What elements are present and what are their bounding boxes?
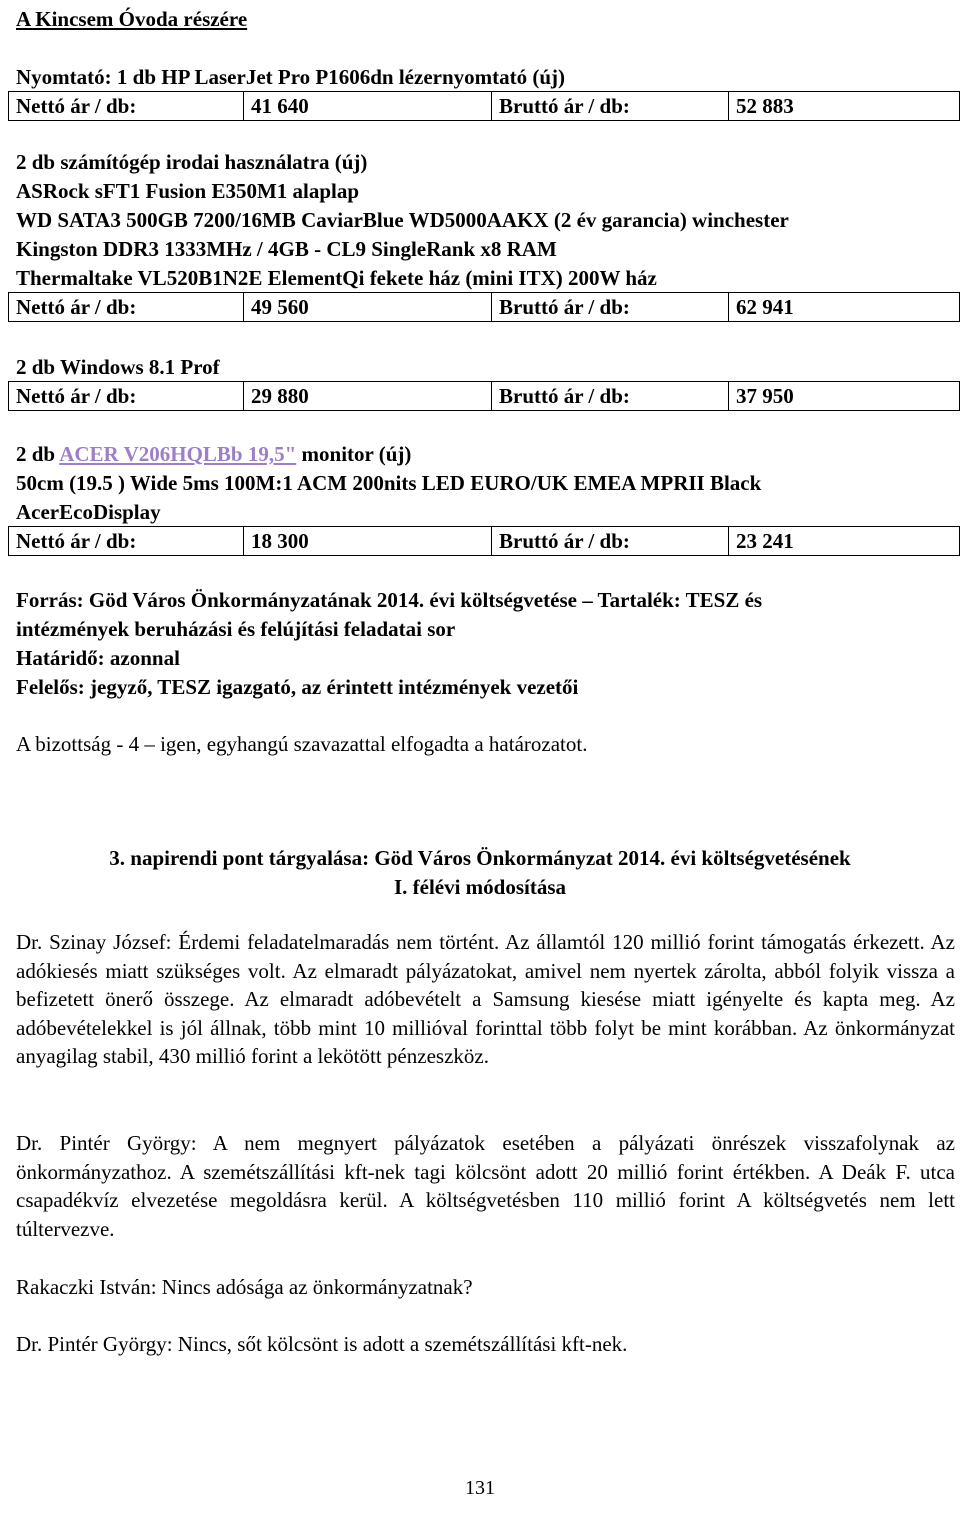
net-price-value: 18 300 xyxy=(244,527,492,556)
net-price-value: 41 640 xyxy=(244,92,492,121)
windows-price-table xyxy=(8,381,960,411)
gross-price-value: 62 941 xyxy=(729,293,960,322)
responsible: Felelős: jegyző, TESZ igazgató, az érintett intézmények vezetői xyxy=(16,675,579,699)
windows-title: 2 db Windows 8.1 Prof xyxy=(16,355,220,379)
paragraph-pinter-answer: Dr. Pintér György: Nincs, sőt kölcsönt is adott a szemétszállítási kft-nek. xyxy=(16,1332,628,1356)
net-price-label: Nettó ár / db: xyxy=(9,527,244,556)
net-price-label: Nettó ár / db: xyxy=(9,293,244,322)
source-line: intézmények beruházási és felújítási feladatai sor xyxy=(16,617,456,641)
computer-line: ASRock sFT1 Fusion E350M1 alaplap xyxy=(16,179,360,203)
net-price-label: Nettó ár / db: xyxy=(9,382,244,411)
table-row xyxy=(9,382,960,411)
vote-result: A bizottság - 4 – igen, egyhangú szavazattal elfogadta a határozatot. xyxy=(16,732,588,756)
source-line: Forrás: Göd Város Önkormányzatának 2014. évi költségvetése – Tartalék: TESZ és xyxy=(16,588,763,612)
gross-price-value: 52 883 xyxy=(729,92,960,121)
table-row xyxy=(9,293,960,322)
printer-price-table xyxy=(8,91,960,121)
computer-line: 2 db számítógép irodai használatra (új) xyxy=(16,150,368,174)
monitor-spec-line: AcerEcoDisplay xyxy=(16,500,161,524)
page-number: 131 xyxy=(465,1477,495,1499)
gross-price-value: 37 950 xyxy=(729,382,960,411)
monitor-prefix: 2 db xyxy=(16,442,60,466)
monitor-spec-line: 50cm (19.5 ) Wide 5ms 100M:1 ACM 200nits LED EURO/UK EMEA MPRII Black xyxy=(16,471,762,495)
gross-price-label: Bruttó ár / db: xyxy=(492,382,729,411)
monitor-suffix: monitor (új) xyxy=(296,442,412,466)
computer-line: Thermaltake VL520B1N2E ElementQi fekete ház (mini ITX) 200W ház xyxy=(16,266,657,290)
gross-price-label: Bruttó ár / db: xyxy=(492,527,729,556)
paragraph-szinay: Dr. Szinay József: Érdemi feladatelmaradás nem történt. Az államtól 120 millió forint támogatás érkezett. Az adókiesés miatt szükséges volt. Az elmaradt pályázatokat, amivel nem nyertek zárolta, abból folyik vissza a befizetett önerő összege. Az elmaradt adóbevételt a Samsung kiesése miatt igényelte és kapta meg. Az adóbevételekkel is jól állnak, több mint 10 millióval forinttal több folyt be mint korábban. Az önkormányzat anyagilag stabil, 430 millió forint a lekötött pénzeszköz. xyxy=(16,930,955,1068)
paragraph-rakaczki: Rakaczki István: Nincs adósága az önkormányzatnak? xyxy=(16,1275,473,1299)
table-row xyxy=(9,527,960,556)
net-price-value: 49 560 xyxy=(244,293,492,322)
agenda-subtitle: I. félévi módosítása xyxy=(393,875,567,899)
table-row xyxy=(9,92,960,121)
computer-price-table xyxy=(8,292,960,322)
computer-line: Kingston DDR3 1333MHz / 4GB - CL9 SingleRank x8 RAM xyxy=(16,237,557,261)
gross-price-label: Bruttó ár / db: xyxy=(492,92,729,121)
net-price-value: 29 880 xyxy=(244,382,492,411)
computer-line: WD SATA3 500GB 7200/16MB CaviarBlue WD5000AAKX (2 év garancia) winchester xyxy=(16,208,789,232)
net-price-label: Nettó ár / db: xyxy=(9,92,244,121)
gross-price-label: Bruttó ár / db: xyxy=(492,293,729,322)
monitor-price-table xyxy=(8,526,960,556)
agenda-title: 3. napirendi pont tárgyalása: Göd Város Önkormányzat 2014. évi költségvetésének xyxy=(109,846,851,870)
paragraph-pinter: Dr. Pintér György: A nem megnyert pályázatok esetében a pályázati önrészek visszafolynak az önkormányzathoz. A szemétszállítási kft-nek tagi kölcsönt adott 20 millió forint értékben. A Deák F. utca csapadékvíz elvezetése megoldásra kerül. A költségvetésben 110 millió forint A költségvetés nem lett túltervezve. xyxy=(16,1131,955,1241)
monitor-title xyxy=(16,444,411,465)
section-heading: A Kincsem Óvoda részére xyxy=(16,7,248,31)
printer-title: Nyomtató: 1 db HP LaserJet Pro P1606dn lézernyomtató (új) xyxy=(16,65,566,89)
gross-price-value: 23 241 xyxy=(729,527,960,556)
deadline: Határidő: azonnal xyxy=(16,646,180,670)
monitor-link[interactable]: ACER V206HQLBb 19,5" xyxy=(59,442,297,466)
